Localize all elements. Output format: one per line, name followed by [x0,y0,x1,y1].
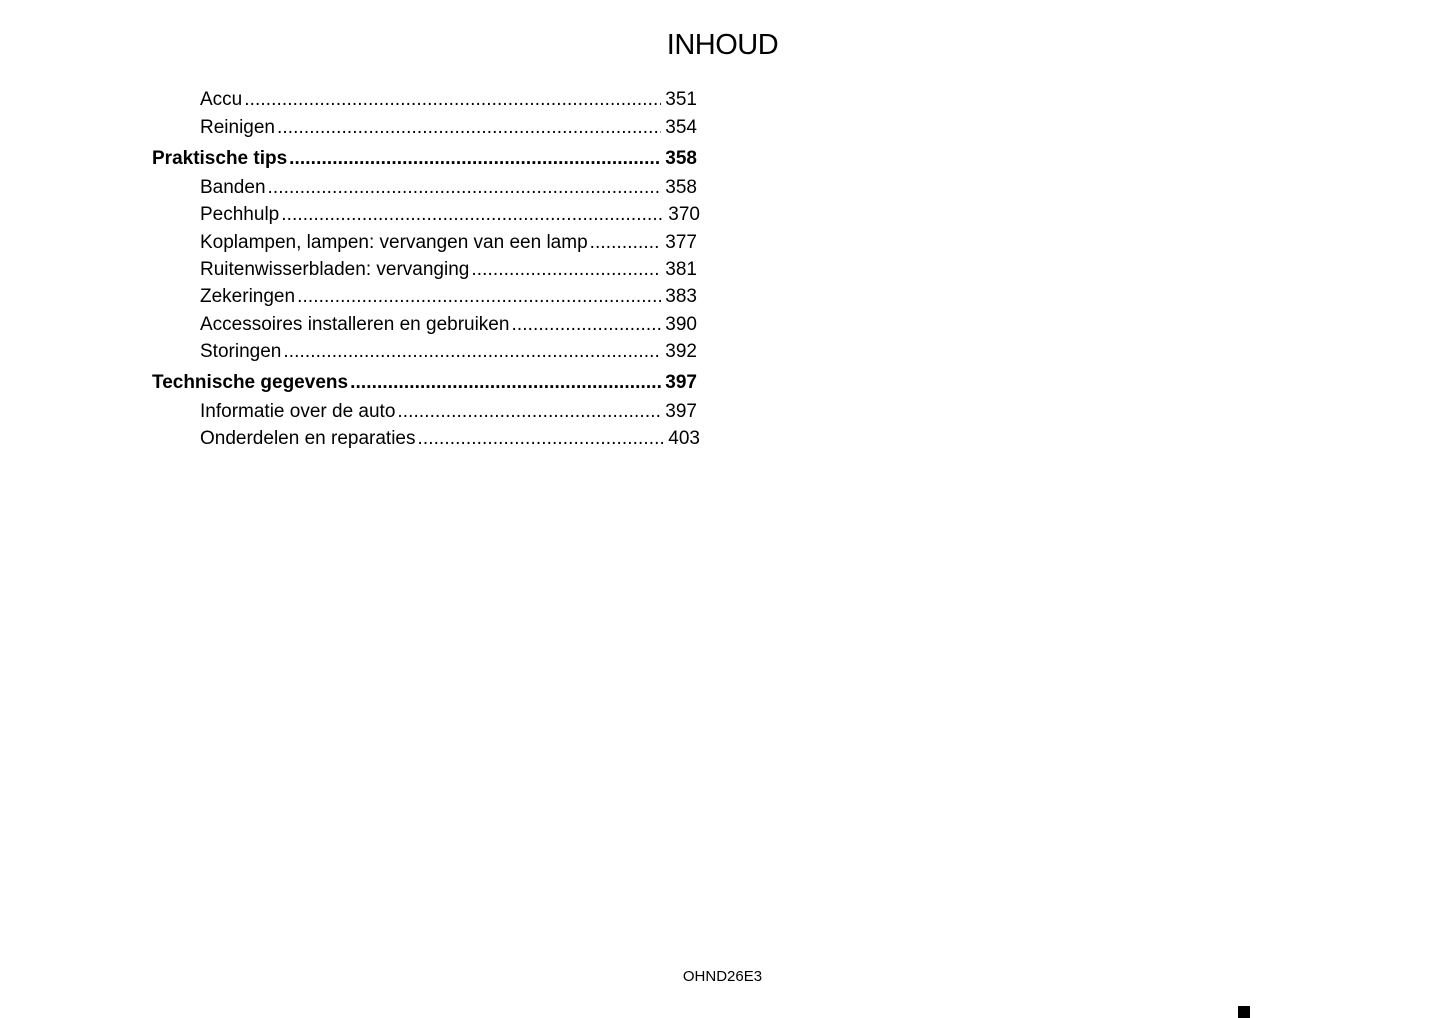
toc-entry-page: 403 [668,428,700,449]
dot-leader [289,148,661,170]
toc-entry-page: 377 [665,232,697,253]
toc-entry-label: Reinigen [200,117,275,138]
toc-entry[interactable] [152,117,697,148]
toc-entry-label: Banden [200,177,266,198]
toc-entry-page: 397 [665,372,697,393]
toc-entry[interactable] [152,314,697,341]
dot-leader [417,428,664,450]
toc-entry-page: 390 [665,314,697,335]
toc-entry[interactable] [152,232,697,259]
dot-leader [244,89,661,111]
table-of-contents [152,89,712,456]
toc-entry-page: 354 [665,117,697,138]
toc-entry-page: 392 [665,341,697,362]
toc-entry-page: 358 [665,177,697,198]
dot-leader [397,401,661,423]
dot-leader [511,314,661,336]
toc-entry[interactable] [152,204,700,232]
toc-entry-label: Praktische tips [152,148,288,169]
page-title: INHOUD [666,29,779,61]
toc-entry-label: Storingen [200,341,282,362]
toc-entry-label: Onderdelen en reparaties [200,428,416,449]
toc-section-heading[interactable] [152,372,697,401]
dot-leader [268,177,662,199]
toc-entry-label: Ruitenwisserbladen: vervanging [200,259,470,280]
end-of-section-marker [1238,1006,1250,1018]
dot-leader [471,259,661,281]
toc-entry-page: 358 [665,148,697,169]
toc-entry[interactable] [152,428,700,456]
toc-entry[interactable] [152,401,697,428]
toc-entry-label: Accu [200,89,243,110]
toc-entry-label: Accessoires installeren en gebruiken [200,314,510,335]
toc-entry-label: Technische gegevens [152,372,349,393]
toc-entry[interactable] [152,177,697,204]
toc-entry-label: Koplampen, lampen: vervangen van een lamp [200,232,588,253]
dot-leader [590,232,662,254]
toc-entry[interactable] [152,89,697,117]
toc-section-heading[interactable] [152,148,697,177]
dot-leader [283,341,661,363]
toc-entry[interactable] [152,341,697,372]
toc-entry[interactable] [152,259,697,286]
dot-leader [277,117,661,139]
toc-entry-page: 383 [665,286,697,307]
dot-leader [281,204,664,226]
toc-entry-page: 370 [668,204,700,225]
toc-entry-label: Zekeringen [200,286,296,307]
dot-leader [297,286,661,308]
toc-entry-page: 351 [665,89,697,110]
toc-entry-label: Pechhulp [200,204,280,225]
toc-entry-page: 381 [665,259,697,280]
toc-entry-page: 397 [665,401,697,422]
document-code: OHND26E3 [682,968,763,985]
toc-entry-label: Informatie over de auto [200,401,396,422]
dot-leader [350,372,661,394]
toc-entry[interactable] [152,286,697,314]
